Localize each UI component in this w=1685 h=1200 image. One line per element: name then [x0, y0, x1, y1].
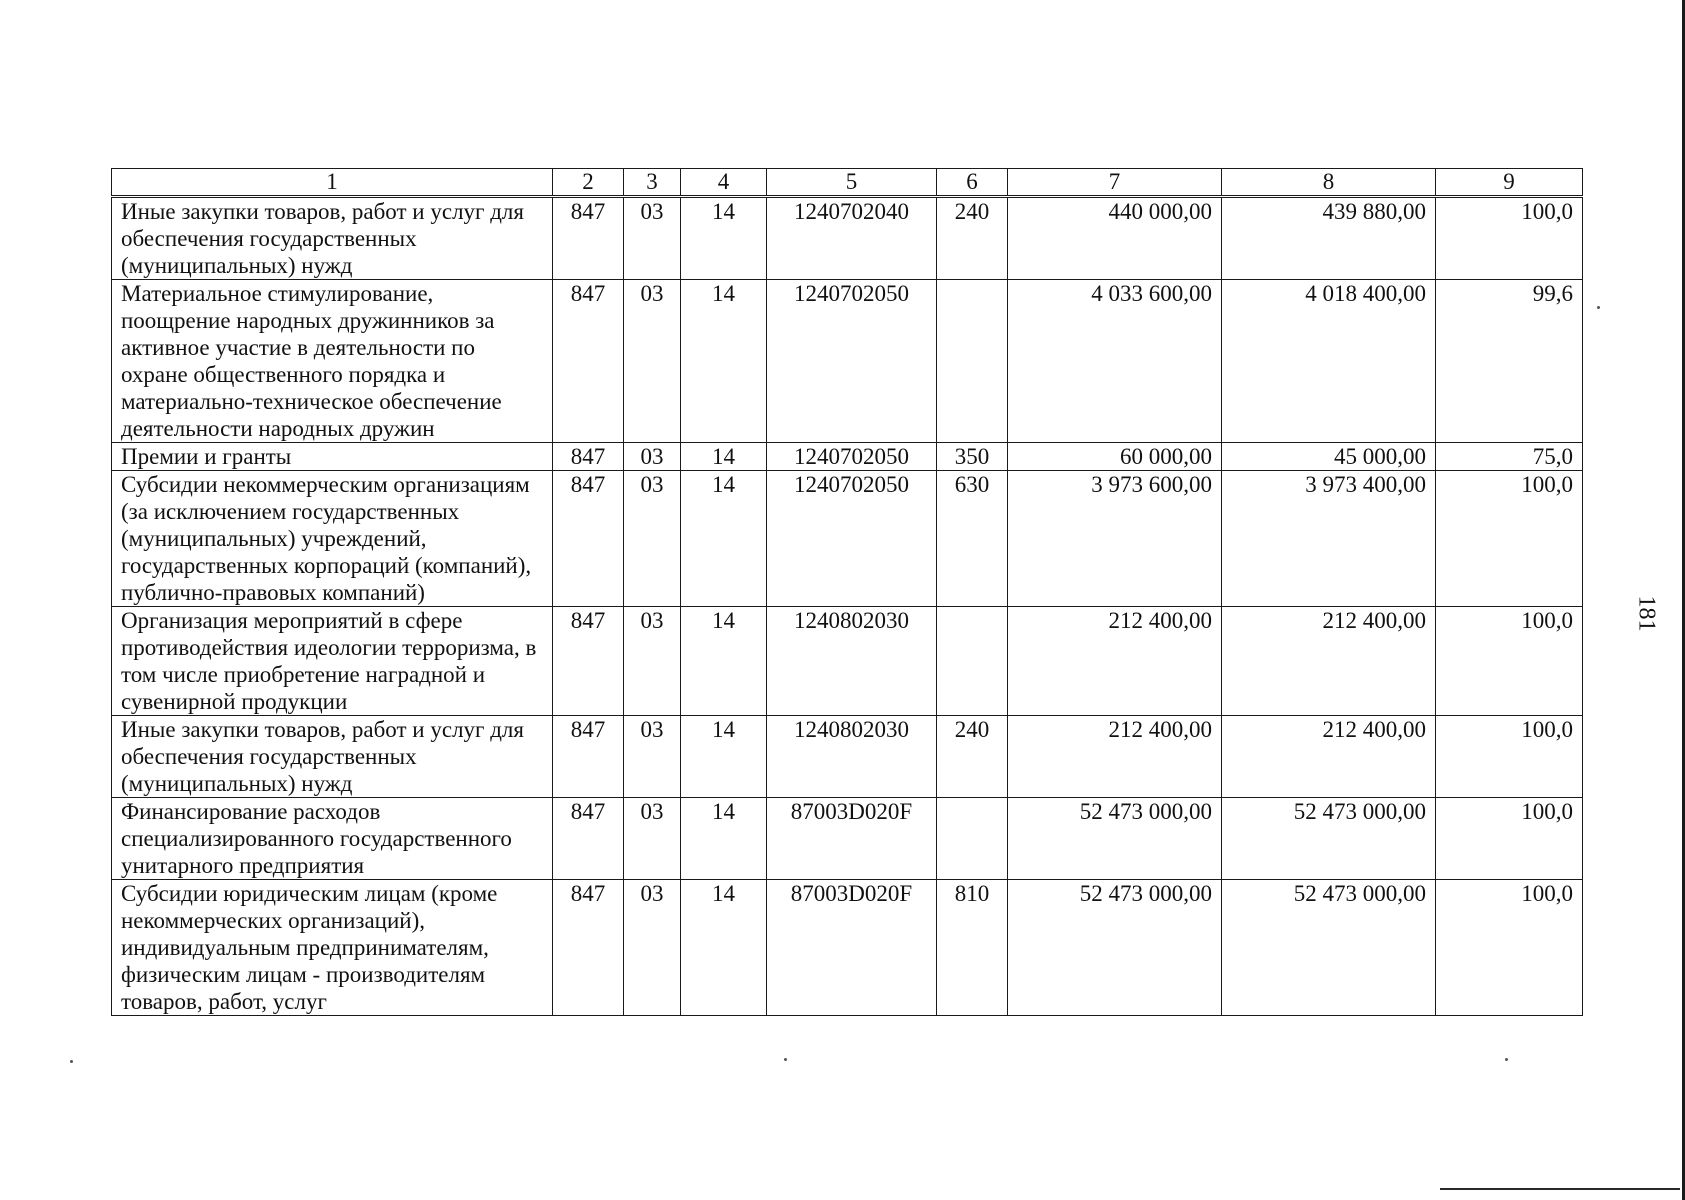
- header-cell: 7: [1008, 169, 1222, 197]
- cell-col4: 14: [681, 880, 767, 1016]
- cell-percent: 100,0: [1436, 798, 1583, 880]
- cell-col3: 03: [624, 798, 681, 880]
- cell-name: Премии и гранты: [112, 443, 553, 471]
- cell-col5: 1240802030: [767, 607, 937, 716]
- cell-col6: 240: [937, 716, 1008, 798]
- cell-plan: 3 973 600,00: [1008, 471, 1222, 607]
- cell-col4: 14: [681, 197, 767, 280]
- cell-percent: 100,0: [1436, 716, 1583, 798]
- cell-percent: 99,6: [1436, 280, 1583, 443]
- table-row: [112, 443, 1583, 471]
- header-cell: 5: [767, 169, 937, 197]
- cell-col4: 14: [681, 716, 767, 798]
- cell-col4: 14: [681, 471, 767, 607]
- budget-table: [111, 168, 1583, 1016]
- cell-name: Иные закупки товаров, работ и услуг для обеспечения государственных (муниципальных) нужд: [112, 197, 553, 280]
- cell-plan: 212 400,00: [1008, 607, 1222, 716]
- cell-name: Субсидии юридическим лицам (кроме некоммерческих организаций), индивидуальным предпринимателям, физическим лицам - производителям товаров, работ, услуг: [112, 880, 553, 1016]
- cell-actual: 45 000,00: [1222, 443, 1436, 471]
- cell-plan: 52 473 000,00: [1008, 798, 1222, 880]
- cell-col2: 847: [553, 880, 624, 1016]
- cell-actual: 4 018 400,00: [1222, 280, 1436, 443]
- table-row: [112, 197, 1583, 280]
- cell-plan: 212 400,00: [1008, 716, 1222, 798]
- cell-plan: 60 000,00: [1008, 443, 1222, 471]
- cell-col3: 03: [624, 607, 681, 716]
- table-header-row: [112, 169, 1583, 197]
- cell-col5: 1240802030: [767, 716, 937, 798]
- scan-edge-bottom: [1440, 1188, 1680, 1190]
- cell-col6: 240: [937, 197, 1008, 280]
- cell-percent: 100,0: [1436, 471, 1583, 607]
- cell-col4: 14: [681, 607, 767, 716]
- cell-col6: [937, 798, 1008, 880]
- cell-col3: 03: [624, 443, 681, 471]
- cell-actual: 3 973 400,00: [1222, 471, 1436, 607]
- cell-percent: 100,0: [1436, 607, 1583, 716]
- cell-plan: 4 033 600,00: [1008, 280, 1222, 443]
- table-row: [112, 798, 1583, 880]
- page-number: 181: [1633, 595, 1660, 632]
- cell-col3: 03: [624, 880, 681, 1016]
- scan-speck: [1505, 1058, 1508, 1061]
- cell-name: Материальное стимулирование, поощрение народных дружинников за активное участие в деятельности по охране общественного порядка и материально-техническое обеспечение деятельности народных дружин: [112, 280, 553, 443]
- cell-col4: 14: [681, 443, 767, 471]
- cell-percent: 100,0: [1436, 880, 1583, 1016]
- cell-col3: 03: [624, 197, 681, 280]
- cell-col6: 350: [937, 443, 1008, 471]
- cell-name: Субсидии некоммерческим организациям (за исключением государственных (муниципальных) учреждений, государственных корпораций (компаний), публично-правовых компаний): [112, 471, 553, 607]
- cell-actual: 212 400,00: [1222, 716, 1436, 798]
- cell-col2: 847: [553, 197, 624, 280]
- cell-col6: [937, 280, 1008, 443]
- scan-speck: [784, 1058, 787, 1061]
- table-row: [112, 880, 1583, 1016]
- cell-percent: 100,0: [1436, 197, 1583, 280]
- table-row: [112, 607, 1583, 716]
- cell-col2: 847: [553, 443, 624, 471]
- cell-col2: 847: [553, 607, 624, 716]
- header-cell: 4: [681, 169, 767, 197]
- cell-actual: 212 400,00: [1222, 607, 1436, 716]
- table-row: [112, 471, 1583, 607]
- cell-col2: 847: [553, 798, 624, 880]
- cell-col6: 810: [937, 880, 1008, 1016]
- cell-col3: 03: [624, 471, 681, 607]
- cell-actual: 52 473 000,00: [1222, 798, 1436, 880]
- header-cell: 1: [112, 169, 553, 197]
- cell-percent: 75,0: [1436, 443, 1583, 471]
- cell-col5: 1240702040: [767, 197, 937, 280]
- cell-name: Иные закупки товаров, работ и услуг для обеспечения государственных (муниципальных) нужд: [112, 716, 553, 798]
- header-cell: 3: [624, 169, 681, 197]
- cell-col4: 14: [681, 798, 767, 880]
- cell-col2: 847: [553, 716, 624, 798]
- cell-col6: [937, 607, 1008, 716]
- cell-name: Финансирование расходов специализированного государственного унитарного предприятия: [112, 798, 553, 880]
- cell-actual: 52 473 000,00: [1222, 880, 1436, 1016]
- cell-col6: 630: [937, 471, 1008, 607]
- scan-speck: [70, 1060, 73, 1063]
- cell-col5: 87003D020F: [767, 798, 937, 880]
- cell-col5: 1240702050: [767, 443, 937, 471]
- cell-col5: 1240702050: [767, 280, 937, 443]
- cell-plan: 52 473 000,00: [1008, 880, 1222, 1016]
- cell-col5: 87003D020F: [767, 880, 937, 1016]
- cell-plan: 440 000,00: [1008, 197, 1222, 280]
- table-row: [112, 280, 1583, 443]
- header-cell: 2: [553, 169, 624, 197]
- cell-name: Организация мероприятий в сфере противодействия идеологии терроризма, в том числе приобретение наградной и сувенирной продукции: [112, 607, 553, 716]
- cell-col4: 14: [681, 280, 767, 443]
- header-cell: 8: [1222, 169, 1436, 197]
- cell-col3: 03: [624, 280, 681, 443]
- header-cell: 6: [937, 169, 1008, 197]
- header-cell: 9: [1436, 169, 1583, 197]
- cell-col5: 1240702050: [767, 471, 937, 607]
- cell-col2: 847: [553, 471, 624, 607]
- cell-col2: 847: [553, 280, 624, 443]
- table-row: [112, 716, 1583, 798]
- cell-col3: 03: [624, 716, 681, 798]
- cell-actual: 439 880,00: [1222, 197, 1436, 280]
- scan-speck: [1597, 306, 1600, 309]
